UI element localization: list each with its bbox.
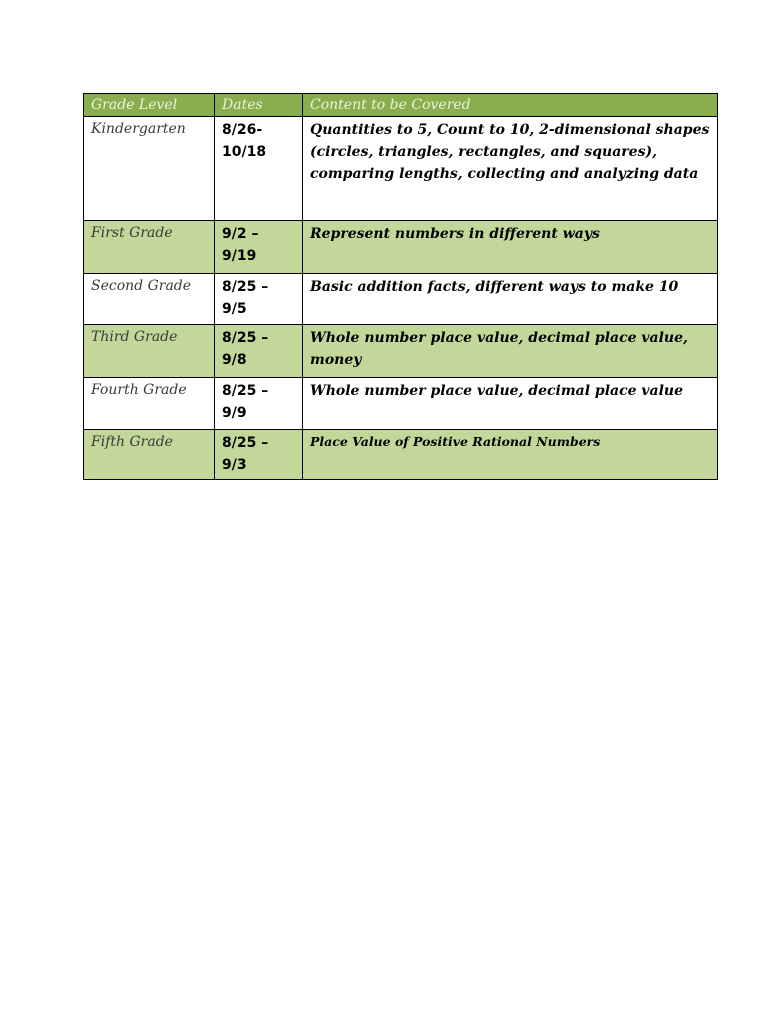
dates-cell: 8/25 – 9/3 bbox=[215, 430, 303, 480]
header-grade-level: Grade Level bbox=[84, 94, 215, 117]
header-content: Content to be Covered bbox=[303, 94, 718, 117]
dates-cell: 8/26-10/18 bbox=[215, 117, 303, 221]
grade-cell: Fifth Grade bbox=[84, 430, 215, 480]
content-cell: Basic addition facts, different ways to make 10 bbox=[303, 274, 718, 325]
grade-cell: Fourth Grade bbox=[84, 378, 215, 430]
table-row bbox=[84, 325, 718, 378]
grade-cell: First Grade bbox=[84, 221, 215, 274]
content-cell: Represent numbers in different ways bbox=[303, 221, 718, 274]
dates-cell: 8/25 – 9/8 bbox=[215, 325, 303, 378]
table-row bbox=[84, 378, 718, 430]
content-cell: Quantities to 5, Count to 10, 2-dimensional shapes (circles, triangles, rectangles, and squares), comparing lengths, collecting and analyzing data bbox=[303, 117, 718, 221]
table-row bbox=[84, 117, 718, 221]
content-cell: Whole number place value, decimal place value bbox=[303, 378, 718, 430]
dates-cell: 8/25 – 9/5 bbox=[215, 274, 303, 325]
grade-cell: Kindergarten bbox=[84, 117, 215, 221]
table-row bbox=[84, 274, 718, 325]
dates-cell: 8/25 – 9/9 bbox=[215, 378, 303, 430]
content-cell: Place Value of Positive Rational Numbers bbox=[303, 430, 718, 480]
grade-cell: Third Grade bbox=[84, 325, 215, 378]
table-row bbox=[84, 430, 718, 480]
table-row bbox=[84, 221, 718, 274]
header-dates: Dates bbox=[215, 94, 303, 117]
table-header-row bbox=[84, 94, 718, 117]
grade-cell: Second Grade bbox=[84, 274, 215, 325]
dates-cell: 9/2 – 9/19 bbox=[215, 221, 303, 274]
curriculum-schedule-table bbox=[83, 93, 718, 480]
content-cell: Whole number place value, decimal place value, money bbox=[303, 325, 718, 378]
